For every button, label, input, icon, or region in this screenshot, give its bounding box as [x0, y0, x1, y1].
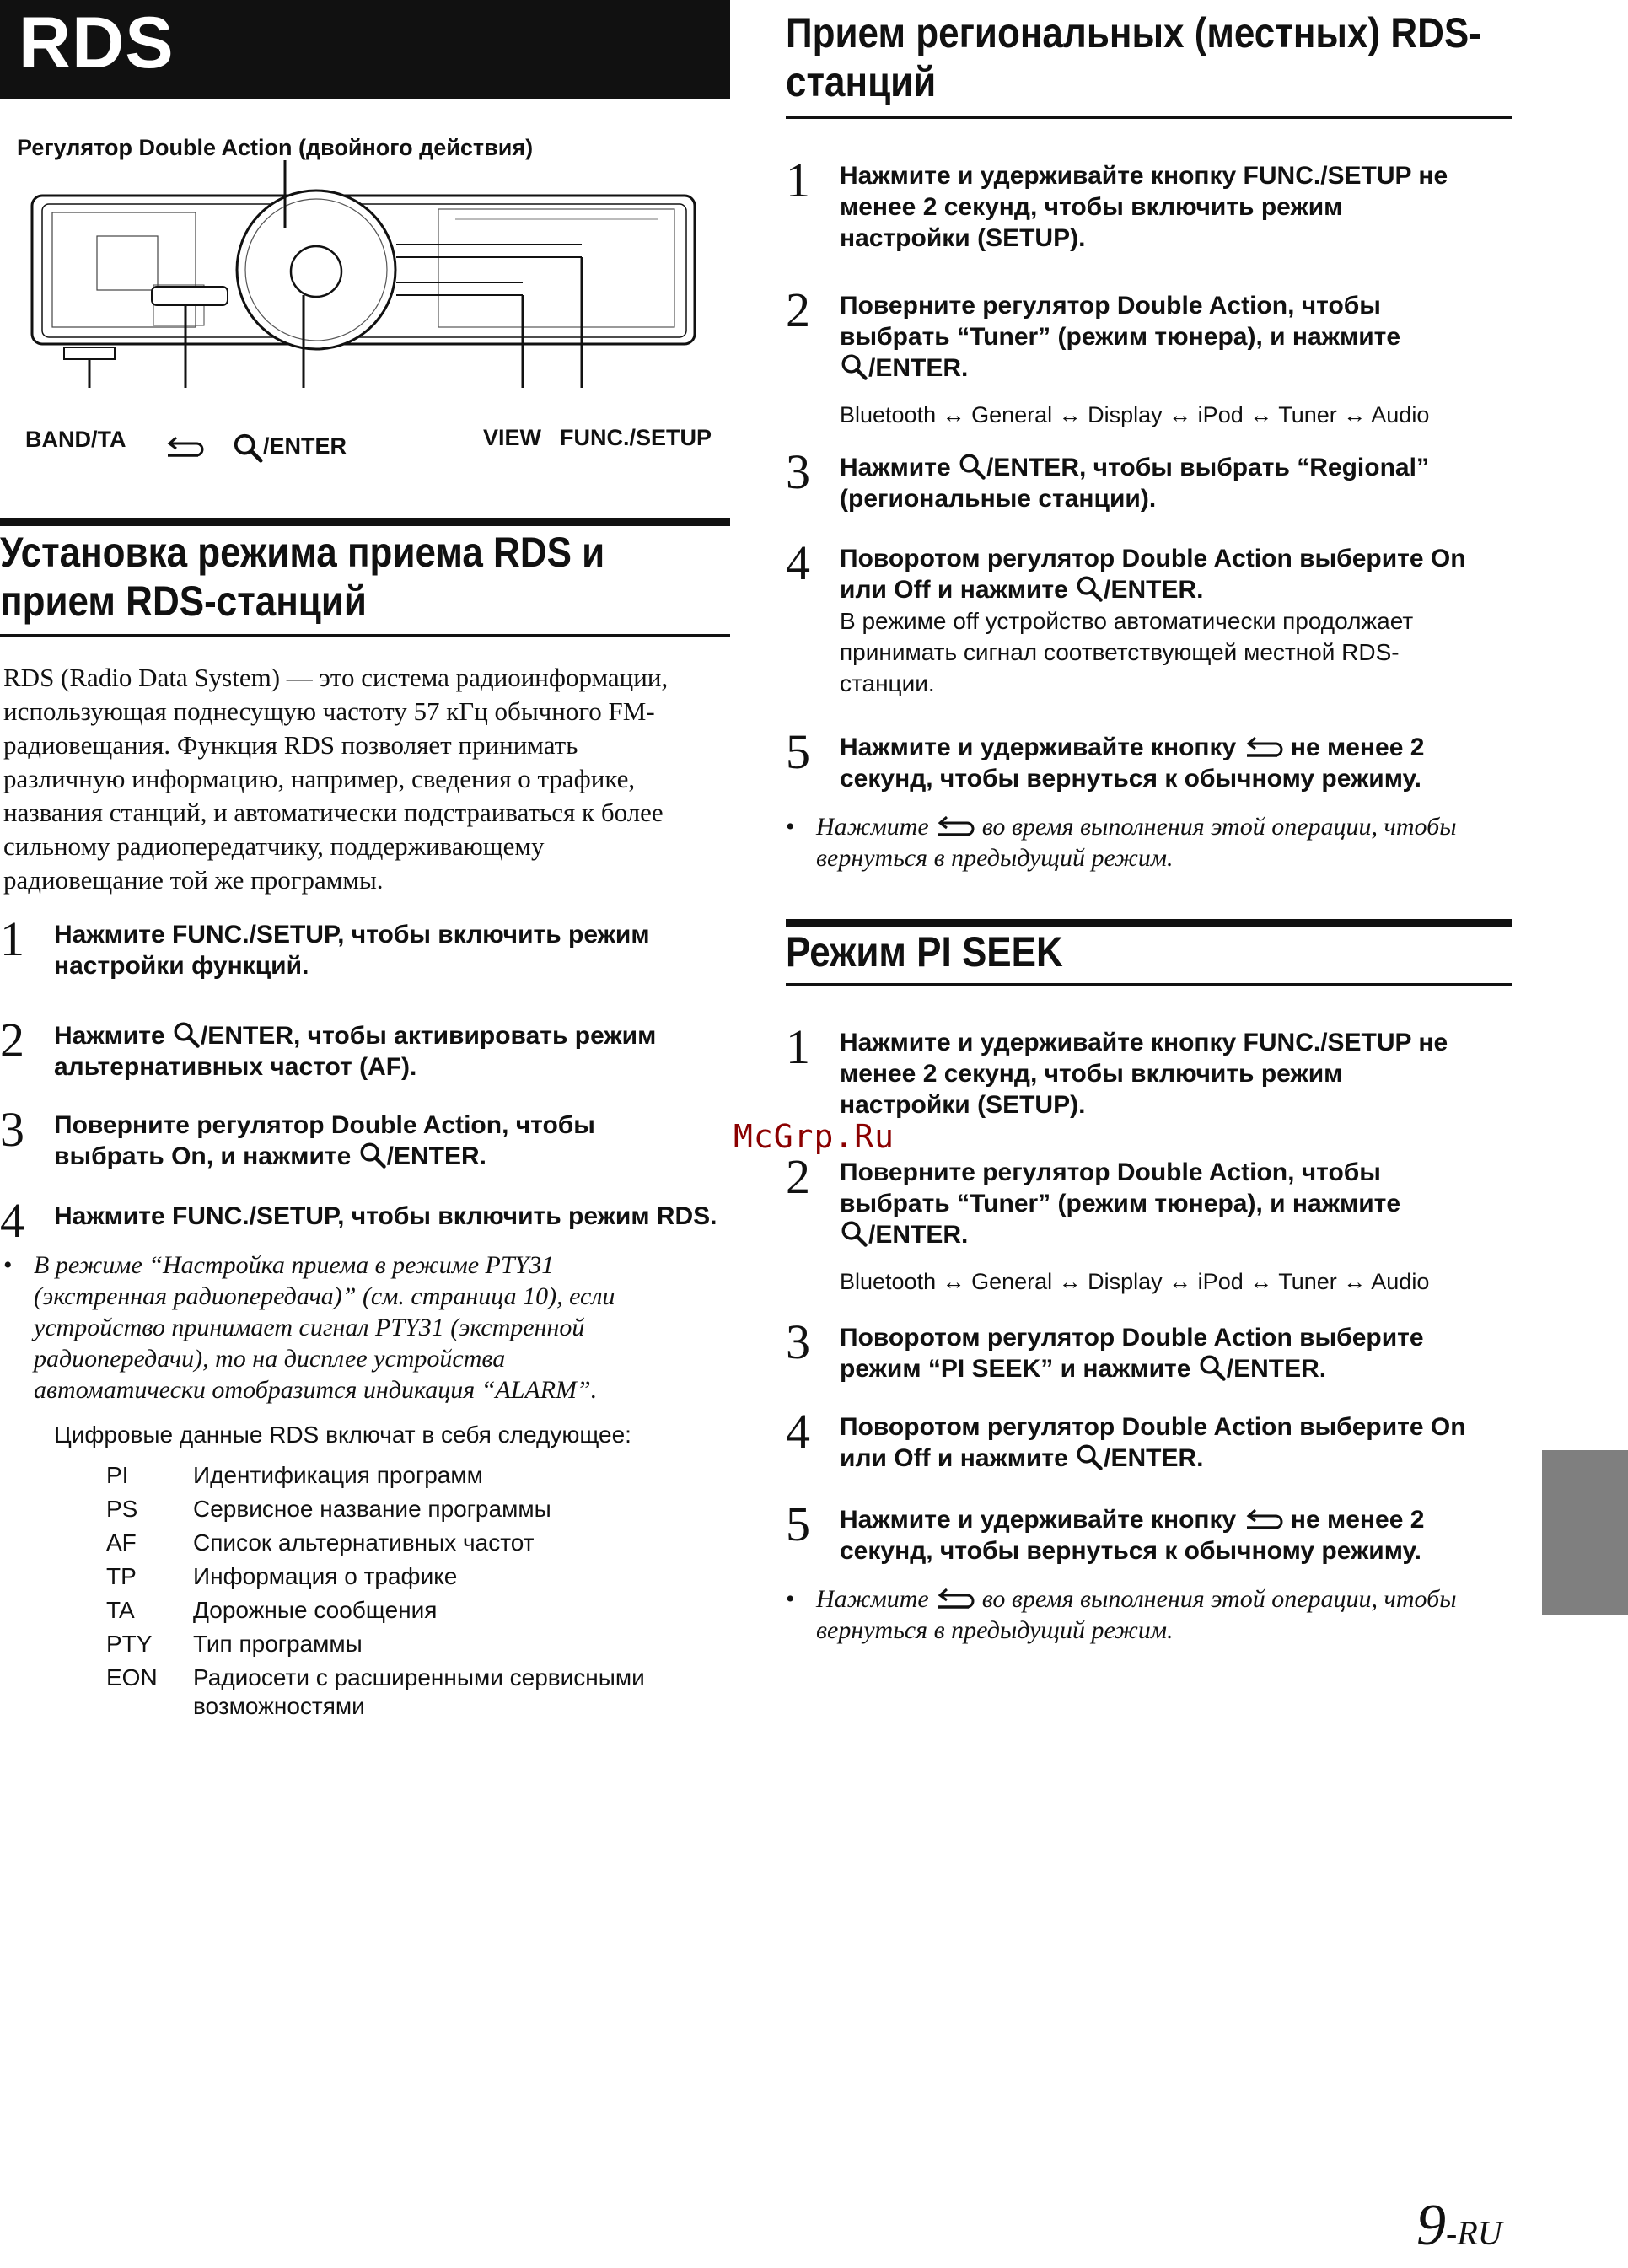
definition-value-line: Радиосети с расширенными сервисными: [193, 1664, 645, 1690]
definition-row: [106, 1526, 645, 1560]
step-fragment: выбрать On, и нажмите: [54, 1142, 358, 1170]
step-line: Поверните регулятор Double Action, чтобы: [840, 1158, 1381, 1186]
step-line: [840, 574, 1466, 605]
piseek-note: [786, 1583, 1457, 1646]
regional-note: [786, 811, 1457, 873]
explanation-line: станции.: [840, 670, 935, 696]
step-number: 4: [786, 1404, 810, 1459]
step-fragment: /ENTER, чтобы активировать режим: [200, 1022, 657, 1050]
definition-row: [106, 1459, 645, 1492]
step-text: [840, 1504, 1424, 1567]
explanation-line: В режиме off устройство автоматически продолжает: [840, 608, 1414, 634]
step-line: [840, 732, 1424, 763]
step-fragment: /ENTER.: [386, 1142, 486, 1170]
search-icon: [840, 352, 868, 381]
step-fragment: или Off и нажмите: [840, 576, 1076, 604]
diagram-label-double-action: Регулятор Double Action (двойного действия): [17, 135, 534, 160]
note-line: В режиме “Настройка приема в режиме PTY31: [34, 1251, 555, 1279]
definition-row: [106, 1627, 645, 1661]
definition-row: [106, 1594, 645, 1627]
note-line: [816, 811, 1457, 842]
step-line: менее 2 секунд, чтобы включить режим: [840, 1060, 1343, 1088]
step-line: [840, 452, 1429, 483]
step-fragment: /ENTER.: [1104, 576, 1204, 604]
note-fragment: Нажмите: [816, 1585, 936, 1613]
diagram-label-band-ta: BAND/TA: [25, 427, 126, 452]
data-intro: Цифровые данные RDS включат в себя следующее:: [54, 1422, 631, 1448]
search-icon: [232, 432, 264, 464]
step-line: настройки (SETUP).: [840, 224, 1086, 252]
section-header-rds: [0, 0, 730, 99]
step-fragment: Нажмите: [54, 1022, 172, 1050]
return-icon: [1244, 1508, 1284, 1533]
step-line: Поворотом регулятор Double Action выберите On: [840, 1413, 1466, 1441]
definition-value: Дорожные сообщения: [193, 1597, 438, 1623]
section-title-rds-setup: [0, 528, 604, 626]
step-number: 2: [0, 1013, 24, 1067]
section-title-line: Установка режима приема RDS и: [0, 529, 605, 576]
step-line: Нажмите FUNC./SETUP, чтобы включить режим: [54, 921, 650, 949]
note-line: вернуться в предыдущий режим.: [816, 1616, 1174, 1644]
step-number: 2: [786, 1149, 810, 1204]
step-line: выбрать “Tuner” (режим тюнера), и нажмите: [840, 1190, 1401, 1217]
intro-line: использующая поднесущую частоту 57 кГц обычного FM-: [3, 696, 655, 726]
search-icon: [358, 1141, 387, 1169]
step-text: [840, 732, 1424, 794]
step-number: 1: [786, 1019, 810, 1074]
intro-line: различную информацию, например, сведения о трафике,: [3, 764, 636, 793]
step-line: настройки (SETUP).: [840, 1091, 1086, 1119]
section-rule-top: [0, 518, 730, 526]
step-line: Поворотом регулятор Double Action выберите On: [840, 545, 1466, 572]
step-fragment: не менее 2: [1283, 734, 1425, 761]
definition-row: [106, 1492, 645, 1526]
step-number: 3: [786, 1314, 810, 1369]
step-number: 1: [0, 911, 24, 966]
definition-value: Идентификация программ: [193, 1462, 483, 1488]
step-text: [840, 1027, 1448, 1121]
note-line: устройство принимает сигнал PTY31 (экстренной: [34, 1314, 585, 1341]
note-fragment: Нажмите: [816, 813, 936, 841]
step-number: 2: [786, 282, 810, 337]
diagram-label-view: VIEW: [483, 425, 542, 450]
definition-value-line: возможностями: [193, 1693, 365, 1719]
step-number: 3: [0, 1102, 24, 1157]
explanation-line: принимать сигнал соответствующей местной RDS-: [840, 639, 1400, 665]
step-line: выбрать “Tuner” (режим тюнера), и нажмите: [840, 323, 1401, 351]
search-icon: [1075, 1443, 1104, 1471]
section-rule-bottom: [0, 634, 730, 637]
note-text: [816, 1583, 1457, 1646]
step-3: [0, 1102, 595, 1172]
return-icon: [935, 814, 975, 840]
note-fragment: во время выполнения этой операции, чтобы: [975, 1585, 1457, 1613]
search-icon: [1198, 1353, 1227, 1382]
intro-line: названия станций, и автоматически подстраиваться к более: [3, 798, 664, 827]
step-number: 4: [786, 535, 810, 590]
step-number: 1: [786, 153, 810, 207]
return-icon: [935, 1587, 975, 1612]
regional-step-1: [786, 153, 1448, 254]
definition-key: TP: [106, 1563, 137, 1589]
step-line: Нажмите и удерживайте кнопку FUNC./SETUP не: [840, 1029, 1448, 1056]
step-line: менее 2 секунд, чтобы включить режим: [840, 193, 1343, 221]
step-fragment: /ENTER.: [1104, 1444, 1204, 1472]
note-line: вернуться в предыдущий режим.: [816, 844, 1174, 872]
step-4: [0, 1193, 717, 1248]
step-line: [840, 1443, 1466, 1474]
piseek-step-1: [786, 1019, 1448, 1121]
step-text: [840, 290, 1400, 384]
note-fragment: во время выполнения этой операции, чтобы: [975, 813, 1457, 841]
step-line: [54, 1020, 656, 1051]
piseek-step-5: [786, 1497, 1425, 1567]
note-line: радиопередачи), то на дисплее устройства: [34, 1345, 506, 1373]
search-icon: [172, 1020, 201, 1049]
diagram-label-enter: /ENTER: [263, 433, 347, 459]
step-line: альтернативных частот (AF).: [54, 1053, 417, 1081]
step-text: [54, 1201, 717, 1241]
return-icon: [164, 435, 205, 460]
note-line: (экстренная радиопередача)” (см. страница 10), если: [34, 1282, 615, 1310]
step-fragment: режим “PI SEEK” и нажмите: [840, 1355, 1198, 1383]
section-rule-bottom: [786, 116, 1512, 119]
definition-row: [106, 1560, 645, 1594]
page-number-value: 9: [1416, 2193, 1446, 2258]
definition-key: TA: [106, 1597, 135, 1623]
regional-step-4: [786, 535, 1466, 699]
step-text: [840, 543, 1466, 699]
definition-key: PS: [106, 1496, 138, 1522]
step-fragment: /ENTER.: [868, 354, 969, 382]
step-line: [840, 352, 1400, 384]
intro-line: радиовещания. Функция RDS позволяет принимать: [3, 730, 578, 760]
step-number: 5: [786, 1497, 810, 1551]
section-rule-bottom: [786, 983, 1512, 986]
step-fragment: Нажмите и удерживайте кнопку: [840, 734, 1244, 761]
step-line: настройки функций.: [54, 952, 309, 980]
step-1: [0, 911, 650, 981]
watermark: McGrp.Ru: [733, 1118, 895, 1155]
device-diagram: [0, 160, 730, 388]
definition-value: Информация о трафике: [193, 1563, 458, 1589]
side-tab: [1542, 1450, 1628, 1615]
step-line: Поверните регулятор Double Action, чтобы: [54, 1111, 595, 1139]
note-alarm: [3, 1250, 615, 1405]
definition-key: AF: [106, 1529, 137, 1556]
step-line: Нажмите FUNC./SETUP, чтобы включить режим RDS.: [54, 1202, 717, 1230]
note-line: [816, 1583, 1457, 1615]
note-text: [816, 811, 1457, 873]
definition-row: [106, 1663, 645, 1721]
section-title-line: прием RDS-станций: [0, 578, 367, 625]
regional-step-3: [786, 444, 1429, 514]
section-title-regional: [786, 8, 1481, 106]
step-line: Нажмите и удерживайте кнопку FUNC./SETUP не: [840, 162, 1448, 190]
step-line: (региональные станции).: [840, 485, 1157, 513]
menu-sequence: Bluetooth ↔ General ↔ Display ↔ iPod ↔ Tuner ↔ Audio: [840, 402, 1430, 427]
section-rule-top: [786, 919, 1512, 927]
step-text: [840, 160, 1448, 254]
intro-line: радиовещание той же программы.: [3, 865, 384, 895]
intro-line: RDS (Radio Data System) — это система радиоинформации,: [3, 663, 669, 692]
step-2: [0, 1013, 657, 1083]
definition-value: Сервисное название программы: [193, 1496, 551, 1522]
definition-value: Список альтернативных частот: [193, 1529, 535, 1556]
step-fragment: /ENTER.: [1226, 1355, 1327, 1383]
regional-step-2: [786, 282, 1401, 384]
search-icon: [1075, 574, 1104, 603]
note-bullet: •: [786, 1585, 795, 1613]
definition-value: [193, 1663, 645, 1721]
step-fragment: Нажмите и удерживайте кнопку: [840, 1506, 1244, 1534]
step-line: секунд, чтобы вернуться к обычному режиму.: [840, 765, 1421, 793]
note-bullet: •: [786, 813, 795, 841]
note-bullet: •: [3, 1251, 13, 1279]
definition-key: EON: [106, 1664, 158, 1690]
regional-step-5: [786, 724, 1425, 794]
step-number: 5: [786, 724, 810, 779]
step-fragment: /ENTER, чтобы выбрать “Regional”: [986, 454, 1429, 481]
diagram-label-func-setup: FUNC./SETUP: [560, 425, 712, 450]
step-explanation: [840, 605, 1466, 699]
piseek-step-3: [786, 1314, 1424, 1384]
step-line: [54, 1141, 595, 1172]
definition-key: PI: [106, 1462, 129, 1488]
section-title-pi-seek: Режим PI SEEK: [786, 928, 1063, 975]
step-fragment: не менее 2: [1283, 1506, 1425, 1534]
page-number: [1416, 2192, 1502, 2260]
step-line: Поворотом регулятор Double Action выберите: [840, 1324, 1424, 1352]
piseek-step-2: [786, 1149, 1401, 1250]
step-line: секунд, чтобы вернуться к обычному режиму.: [840, 1537, 1421, 1565]
step-fragment: Нажмите: [840, 454, 958, 481]
step-line: Поверните регулятор Double Action, чтобы: [840, 292, 1381, 320]
intro-line: сильному радиопередатчику, поддерживающему: [3, 831, 545, 861]
definition-list: [106, 1459, 645, 1721]
step-text: [54, 1110, 595, 1172]
step-text: [840, 1157, 1400, 1250]
step-text: [54, 919, 650, 981]
section-title-line: станций: [786, 58, 937, 105]
step-text: [840, 1411, 1466, 1474]
step-line: [840, 1353, 1424, 1384]
step-number: 3: [786, 444, 810, 499]
piseek-step-4: [786, 1404, 1466, 1474]
step-line: [840, 1219, 1400, 1250]
definition-key: PTY: [106, 1631, 153, 1657]
return-icon: [1244, 735, 1284, 760]
header-title: RDS: [19, 3, 175, 83]
search-icon: [840, 1219, 868, 1248]
step-fragment: или Off и нажмите: [840, 1444, 1076, 1472]
step-fragment: /ENTER.: [868, 1221, 969, 1249]
step-text: [840, 452, 1429, 514]
step-line: [840, 1504, 1424, 1535]
step-number: 4: [0, 1193, 24, 1248]
note-line: автоматически отобразится индикация “ALARM”.: [34, 1376, 598, 1404]
section-title-line: Прием региональных (местных) RDS-: [786, 9, 1481, 56]
step-text: [840, 1322, 1424, 1384]
note-text: [34, 1250, 615, 1405]
intro-paragraph: [3, 661, 668, 897]
page-number-suffix: -RU: [1446, 2214, 1502, 2252]
definition-value: Тип программы: [193, 1631, 363, 1657]
step-text: [54, 1020, 656, 1083]
search-icon: [958, 452, 986, 481]
menu-sequence: Bluetooth ↔ General ↔ Display ↔ iPod ↔ Tuner ↔ Audio: [840, 1269, 1430, 1294]
